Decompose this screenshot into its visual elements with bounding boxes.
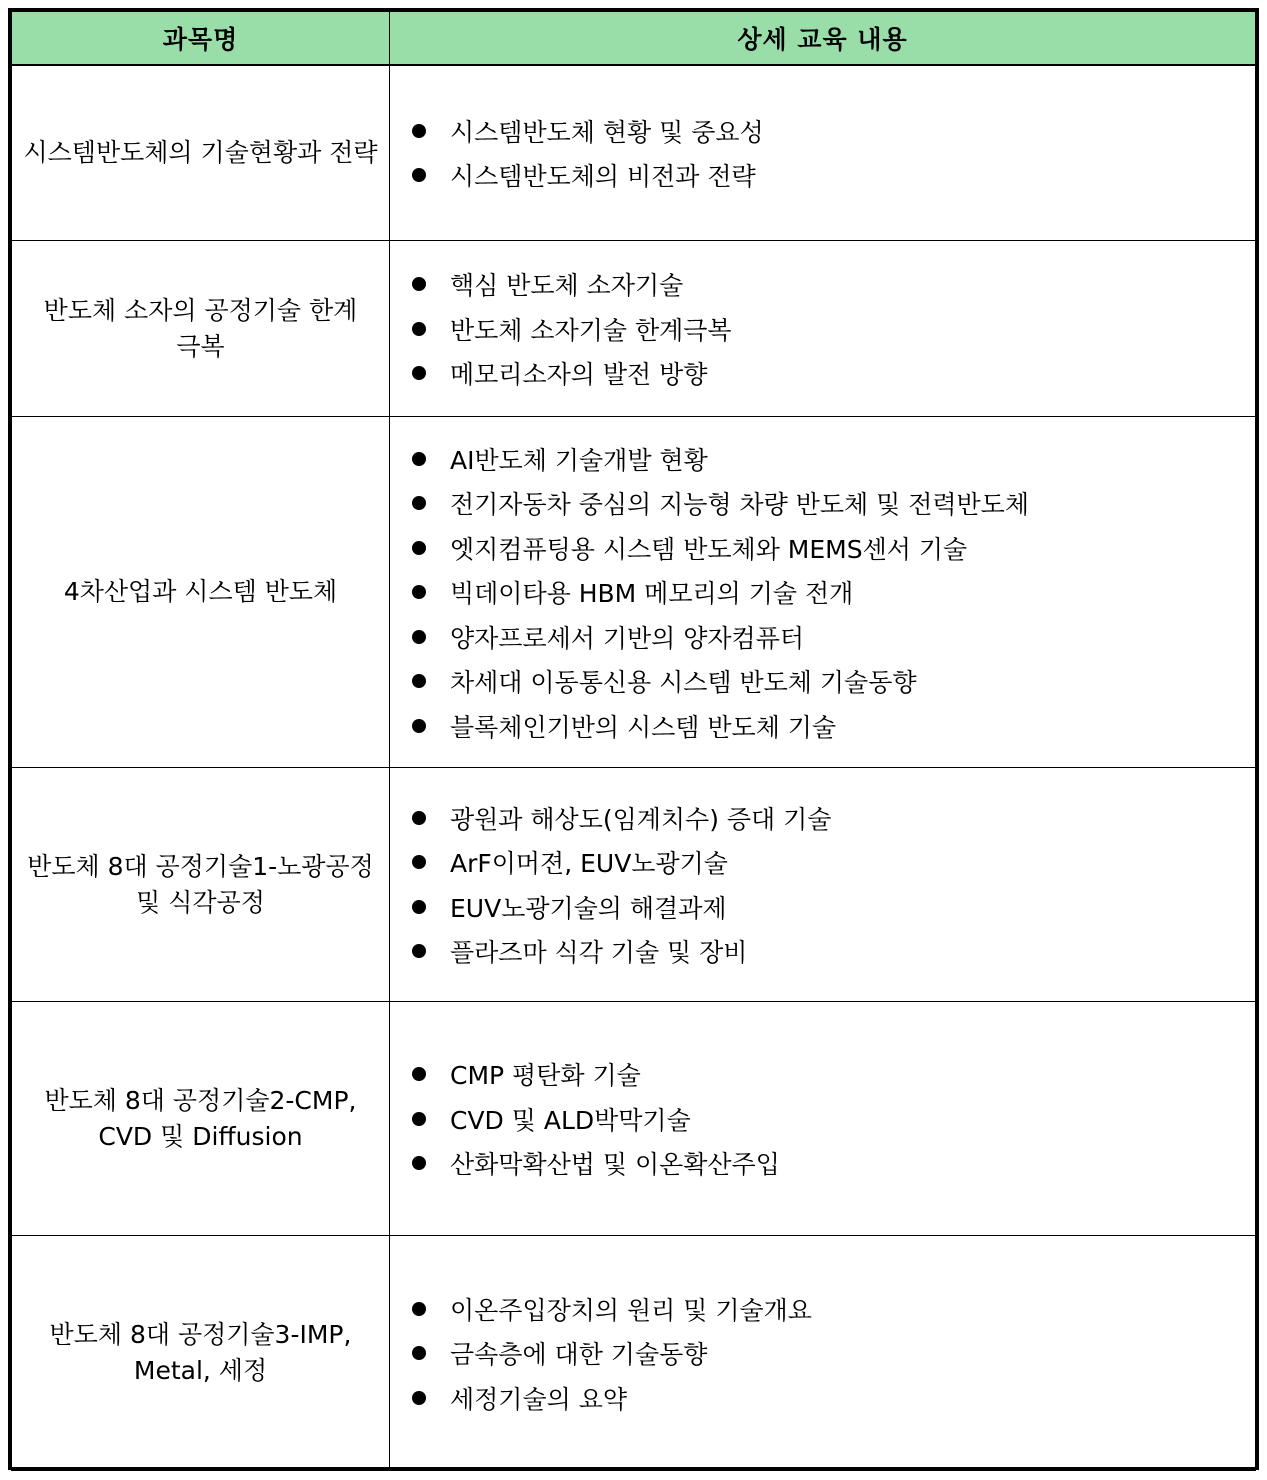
list-item-text: 금속층에 대한 기술동향	[450, 1340, 708, 1369]
header-subject: 과목명	[12, 12, 390, 65]
list-item-text: 반도체 소자기술 한계극복	[450, 315, 732, 345]
list-item-text: CVD 및 ALD박막기술	[450, 1105, 691, 1135]
bullet-icon	[412, 1346, 426, 1360]
bullet-icon	[412, 855, 426, 869]
curriculum-table	[11, 11, 1256, 1471]
bullet-icon	[412, 277, 426, 291]
list-item	[410, 436, 1255, 481]
list-item-text: 차세대 이동통신용 시스템 반도체 기술동향	[450, 668, 917, 697]
list-item	[410, 929, 1255, 974]
bullet-icon	[412, 541, 426, 555]
subject-line: 반도체 8대 공정기술3-IMP,	[49, 1320, 352, 1349]
list-item	[410, 1141, 1255, 1186]
details-list	[410, 262, 1255, 396]
list-item	[410, 796, 1255, 841]
list-item	[410, 570, 1255, 615]
list-item	[410, 262, 1255, 307]
header-details: 상세 교육 내용	[390, 12, 1256, 65]
bullet-icon	[412, 630, 426, 644]
list-item	[410, 1052, 1255, 1097]
list-item-text: 플라즈마 식각 기술 및 장비	[450, 938, 748, 968]
table-row	[12, 1236, 1256, 1471]
subject-line: 반도체 8대 공정기술2-CMP,	[44, 1085, 357, 1115]
list-item-text: 빅데이타용 HBM 메모리의 기술 전개	[450, 579, 854, 608]
curriculum-table-container	[8, 8, 1259, 1470]
bullet-icon	[412, 1302, 426, 1316]
table-row	[12, 768, 1256, 1002]
list-item-text: 메모리소자의 발전 방향	[450, 360, 708, 389]
list-item-text: 양자프로세서 기반의 양자컴퓨터	[450, 623, 804, 653]
list-item-text: AI반도체 기술개발 현황	[450, 445, 708, 475]
details-cell	[390, 65, 1256, 241]
list-item	[410, 153, 1255, 198]
details-list	[410, 108, 1255, 197]
bullet-icon	[412, 1112, 426, 1126]
details-list	[410, 1052, 1255, 1186]
bullet-icon	[412, 944, 426, 958]
subject-cell	[12, 1236, 390, 1471]
list-item	[410, 306, 1255, 351]
details-list	[410, 1286, 1255, 1420]
bullet-icon	[412, 322, 426, 336]
list-item-text: 시스템반도체의 비전과 전략	[450, 162, 756, 191]
bullet-icon	[412, 452, 426, 466]
subject-line: Metal, 세정	[133, 1356, 268, 1385]
list-item-text: 전기자동차 중심의 지능형 차량 반도체 및 전력반도체	[450, 490, 1029, 519]
list-item	[410, 659, 1255, 704]
subject-line: CVD 및 Diffusion	[98, 1121, 303, 1151]
bullet-icon	[412, 366, 426, 380]
subject-cell	[12, 241, 390, 417]
list-item-text: 시스템반도체 현황 및 중요성	[450, 117, 764, 147]
table-row	[12, 1002, 1256, 1236]
subject-cell	[12, 768, 390, 1002]
details-cell	[390, 417, 1256, 768]
list-item-text: EUV노광기술의 해결과제	[450, 893, 727, 923]
list-item	[410, 108, 1255, 153]
list-item-text: 세정기술의 요약	[450, 1384, 627, 1414]
details-cell	[390, 768, 1256, 1002]
list-item-text: 광원과 해상도(임계치수) 증대 기술	[450, 804, 832, 834]
list-item	[410, 614, 1255, 659]
list-item	[410, 1286, 1255, 1331]
subject-line: 4차산업과 시스템 반도체	[63, 577, 338, 606]
list-item-text: 엣지컴퓨팅용 시스템 반도체와 MEMS센서 기술	[450, 534, 968, 564]
list-item-text: 핵심 반도체 소자기술	[450, 271, 684, 300]
list-item	[410, 703, 1255, 748]
list-item	[410, 1375, 1255, 1420]
list-item	[410, 351, 1255, 396]
subject-cell	[12, 1002, 390, 1236]
bullet-icon	[412, 1067, 426, 1081]
table-row	[12, 65, 1256, 241]
bullet-icon	[412, 168, 426, 182]
details-cell	[390, 1236, 1256, 1471]
list-item-text: 블록체인기반의 시스템 반도체 기술	[450, 712, 837, 742]
list-item	[410, 1331, 1255, 1376]
bullet-icon	[412, 1391, 426, 1405]
details-cell	[390, 1002, 1256, 1236]
bullet-icon	[412, 719, 426, 733]
list-item-text: 산화막확산법 및 이온확산주입	[450, 1150, 780, 1179]
details-list	[410, 436, 1255, 748]
list-item	[410, 481, 1255, 526]
subject-line: 반도체 8대 공정기술1-노광공정	[27, 851, 374, 881]
bullet-icon	[412, 811, 426, 825]
list-item-text: ArF이머젼, EUV노광기술	[450, 849, 728, 879]
bullet-icon	[412, 496, 426, 510]
list-item-text: CMP 평탄화 기술	[450, 1061, 641, 1090]
subject-line: 반도체 소자의 공정기술 한계	[43, 295, 358, 325]
bullet-icon	[412, 900, 426, 914]
bullet-icon	[412, 585, 426, 599]
list-item	[410, 840, 1255, 885]
subject-line: 및 식각공정	[136, 887, 265, 917]
header-row	[12, 12, 1256, 65]
subject-line: 시스템반도체의 기술현황과 전략	[23, 137, 378, 167]
list-item	[410, 885, 1255, 930]
subject-cell	[12, 417, 390, 768]
bullet-icon	[412, 124, 426, 138]
subject-cell	[12, 65, 390, 241]
list-item-text: 이온주입장치의 원리 및 기술개요	[450, 1295, 812, 1325]
bullet-icon	[412, 1156, 426, 1170]
list-item	[410, 1096, 1255, 1141]
table-row	[12, 241, 1256, 417]
list-item	[410, 525, 1255, 570]
subject-line: 극복	[176, 331, 225, 361]
table-row	[12, 417, 1256, 768]
bullet-icon	[412, 674, 426, 688]
details-cell	[390, 241, 1256, 417]
details-list	[410, 796, 1255, 974]
